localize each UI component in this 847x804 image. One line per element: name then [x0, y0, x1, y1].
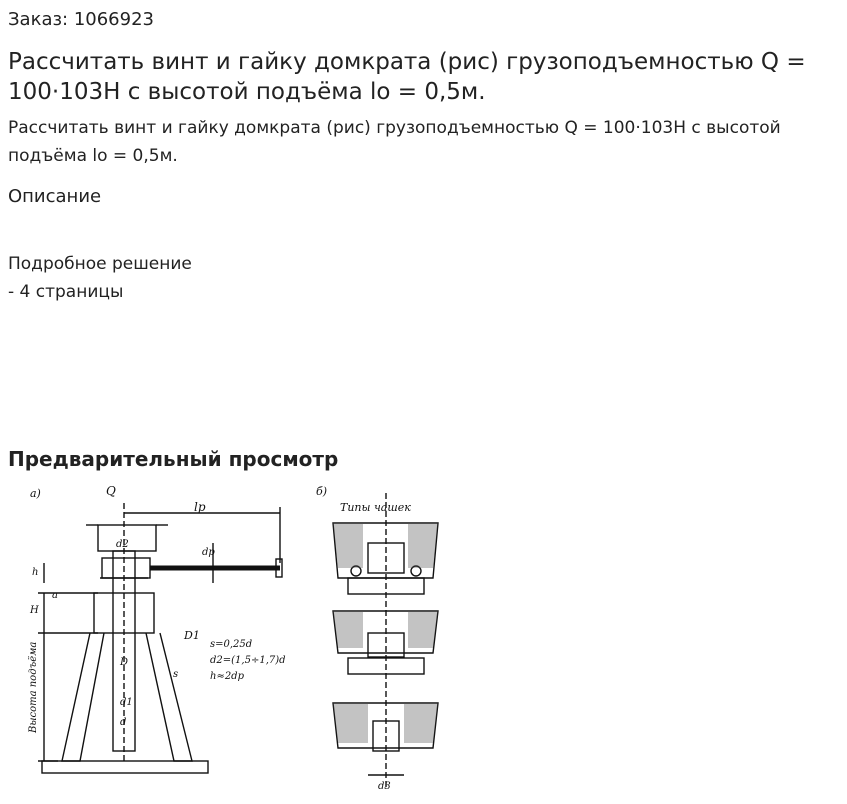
label-d3: d3 — [378, 781, 391, 792]
label-d: d — [120, 717, 127, 728]
description-line-pages: - 4 страницы — [8, 282, 124, 302]
jack-handle-hub — [102, 558, 150, 578]
label-h: h — [32, 567, 39, 578]
description-heading: Описание — [8, 186, 102, 207]
description-line-solution: Подробное решение — [8, 254, 192, 274]
label-d2: d2 — [116, 539, 129, 550]
page-title: Рассчитать винт и гайку домкрата (рис) грузоподъемностью Q = 100·103Н с высотой подъёма lo = 0,5м. — [8, 49, 806, 105]
label-lp: lp — [194, 500, 206, 514]
label-q: Q — [106, 484, 116, 498]
label-s: s — [173, 669, 179, 680]
task-statement: Рассчитать винт и гайку домкрата (рис) грузоподъемностью Q = 100·103Н с высотой подъёма lo = 0,5м. — [8, 118, 781, 166]
label-b: б) — [316, 485, 328, 498]
label-lift-height: Высота подъёма — [28, 641, 39, 733]
label-dp: dp — [202, 547, 215, 558]
label-d1: d1 — [120, 697, 133, 708]
label-D1: D1 — [184, 629, 200, 642]
description-text — [8, 250, 192, 306]
preview-image — [18, 483, 458, 793]
label-cup-types: Типы чашек — [340, 501, 411, 514]
formula-s: s=0,25d — [210, 639, 253, 650]
label-a-small: a — [52, 590, 58, 601]
formula-h: h≈2dp — [210, 671, 244, 682]
order-number: Заказ: 1066923 — [8, 9, 154, 30]
label-H: H — [30, 605, 39, 616]
formula-d2: d2=(1,5÷1,7)d — [210, 655, 286, 666]
preview-heading: Предварительный просмотр — [8, 447, 339, 471]
label-D: D — [120, 657, 129, 668]
jack-base — [42, 761, 208, 773]
label-a: а) — [30, 487, 41, 500]
